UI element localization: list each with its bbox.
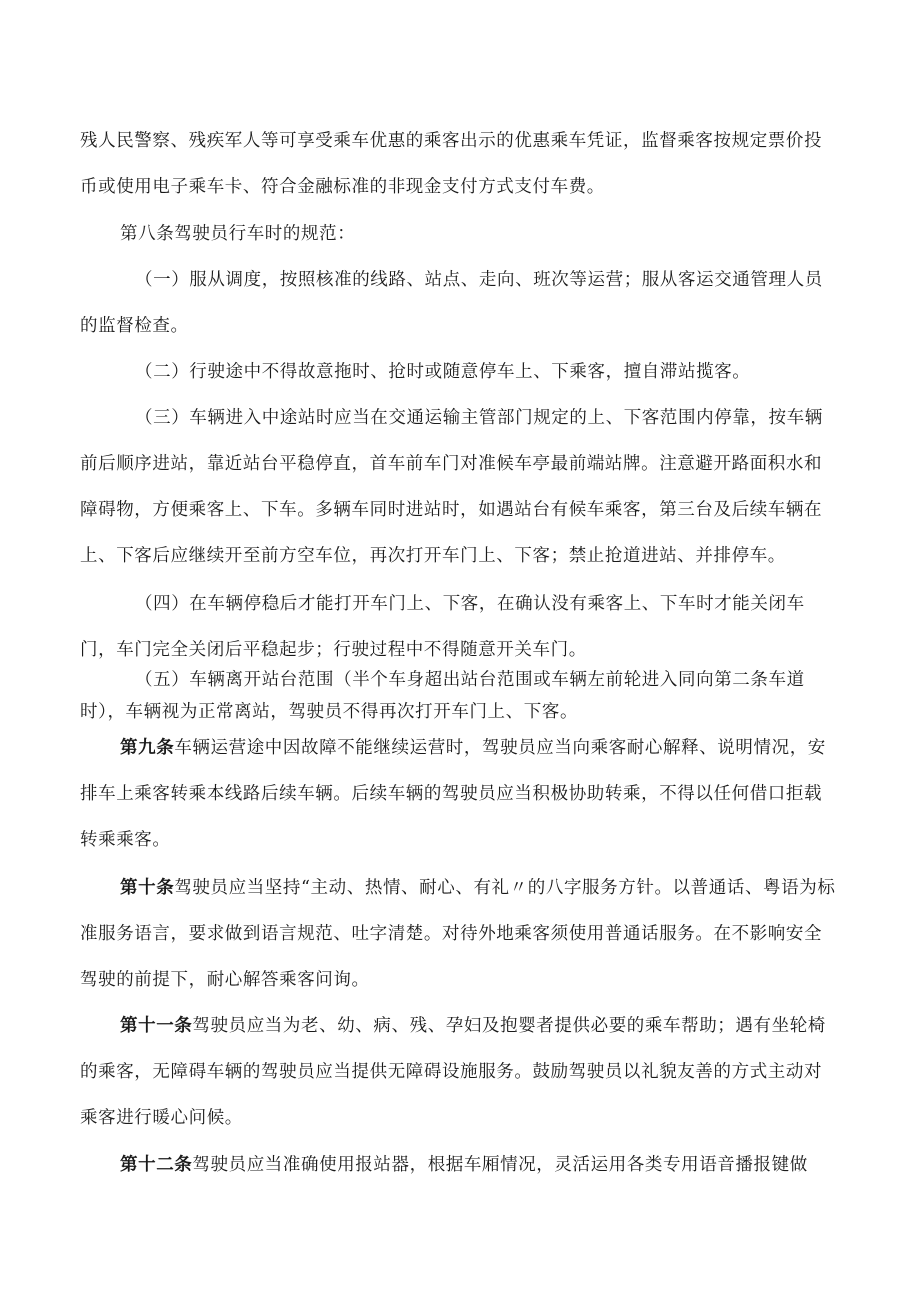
article-11 [80,1003,840,1141]
article-11-label: 第十一条 [120,1016,193,1036]
article-8-item-5: （五）车辆离开站台范围（半个车身超出站台范围或车辆左前轮进入同向第二条车道时），车辆视为正常离站，驾驶员不得再次打开车门上、下客。 [80,670,805,722]
article-8-heading: 第八条驾驶员行车时的规范： [120,224,356,244]
paragraph-continuation: 残人民警察、残疾军人等可享受乘车优惠的乘客出示的优惠乘车凭证，监督乘客按规定票价投币或使用电子乘车卡、符合金融标准的非现金支付方式支付车费。 [80,131,823,197]
article-10 [80,865,840,1003]
article-9 [80,725,840,863]
article-10-text: 驾驶员应当坚持“主动、热情、耐心、有礼〃的八字服务方针。以普通话、粤语为标准服务语言，要求做到语言规范、吐字清楚。对待外地乘客须使用普通话服务。在不影响安全驾驶的前提下，耐心解答乘客问询。 [80,878,836,990]
article-11-text: 驾驶员应当为老、幼、病、残、孕妇及抱婴者提供必要的乘车帮助；遇有坐轮椅的乘客，无障碍车辆的驾驶员应当提供无障碍设施服务。鼓励驾驶员以礼貌友善的方式主动对乘客进行暖心问候。 [80,1016,826,1128]
article-12 [80,1142,840,1188]
article-10-label: 第十条 [120,878,175,898]
article-8-item-4: （四）在车辆停稳后才能打开车门上、下客，在确认没有乘客上、下车时才能关闭车门，车门完全关闭后平稳起步；行驶过程中不得随意开关车门。 [80,594,805,660]
article-9-label: 第九条 [120,738,175,758]
article-9-text: 车辆运营途中因故障不能继续运营时，驾驶员应当向乘客耐心解释、说明情况，安排车上乘客转乘本线路后续车辆。后续车辆的驾驶员应当积极协助转乘，不得以任何借口拒载转乘乘客。 [80,738,826,850]
article-8-item-2: （二）行驶途中不得故意拖时、抢时或随意停车上、下乘客，擅自滞站揽客。 [135,362,751,382]
article-8-item-3: （三）车辆进入中途站时应当在交通运输主管部门规定的上、下客范围内停靠，按车辆前后顺序进站，靠近站台平稳停直，首车前车门对准候车亭最前端站牌。注意避开路面积水和障碍物，方便乘客上、下车。多辆车同时进站时，如遇站台有候车乘客，第三台及后续车辆在上、下客后应继续开至前方空车位，再次打开车门上、下客；禁止抢道进站、并排停车。 [80,408,823,566]
article-8-item-1: （一）服从调度，按照核准的线路、站点、走向、班次等运营；服从客运交通管理人员的监督检查。 [80,270,823,336]
article-12-label: 第十二条 [120,1155,193,1175]
article-12-text: 驾驶员应当准确使用报站器，根据车厢情况，灵活运用各类专用语音播报键做 [192,1155,808,1175]
